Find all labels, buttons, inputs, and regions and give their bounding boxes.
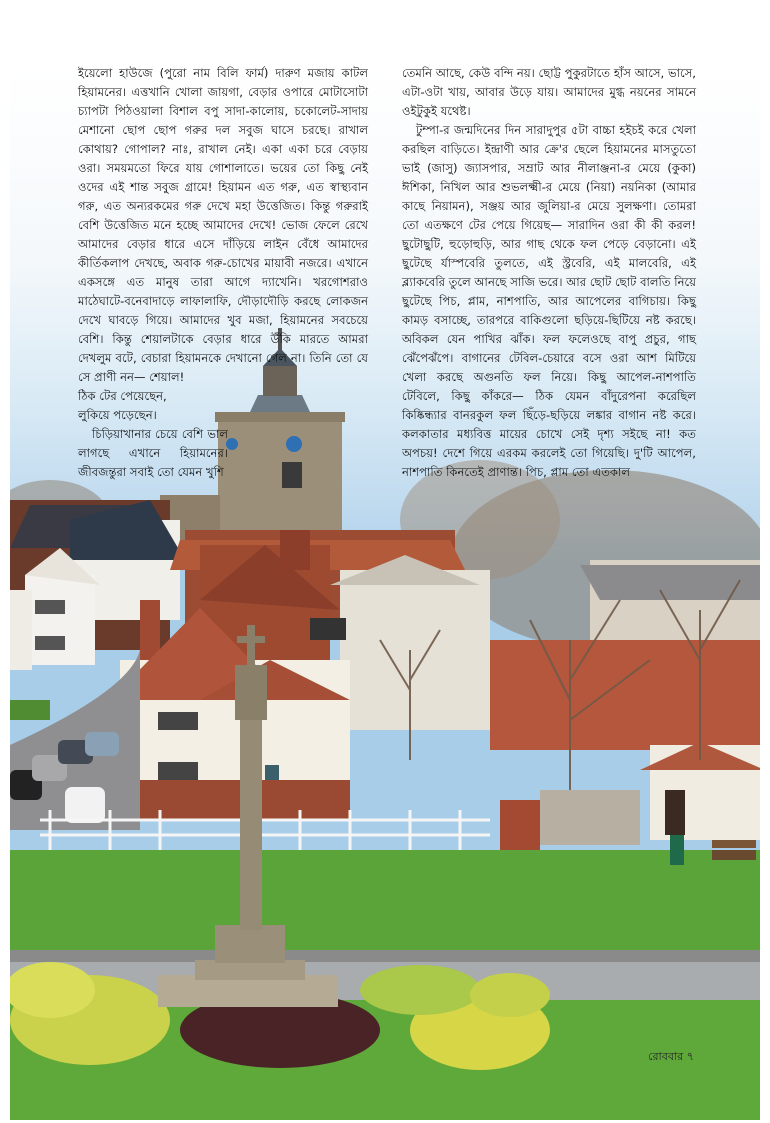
left-line-2: ঠিক টের পেয়েছেন,	[78, 389, 167, 403]
left-line-3: লুকিয়ে পড়েছেন।	[78, 408, 157, 422]
left-paragraph-1: ইয়েলো হাউজে (পুরো নাম বিলি ফার্ম) দারুণ মজায় কাটল হিয়ামনের। এত্তখানি খোলা জায়গা, বেড়ার ওপারে মোটাসোটা চ্যাপটা পিঠওয়ালা বিশাল বপু সাদা-কালোয়, চকোলেট-সাদায় মেশানো ছোপ ছোপ গরুর দল সবুজ ঘাসে চরছে। রাখাল কোথায়? গোপাল? নাঃ, রাখাল নেই। একা একা চরে বেড়ায় ওরা। সময়মতো ফিরে যায় গোশালাতে। ভয়ের তো কিছু নেই ওদের এই শান্ত সবুজ গ্রামে! হিয়ামন এত গরু, এত স্বাস্থ্যবান গরু, এত অন্যরকমের গরু দেখে মহা উত্তেজিত। কিন্তু গরুরাই বেশি উত্তেজিত মনে হচ্ছে আমাদের দেখে! ভোজ ফেলে রেখে আমাদের বেড়ার ধারে এসে দাঁড়িয়ে লাইন বেঁধে আমাদের কীর্তিকলাপ দেখছে, অবাক গরু-চোখের মায়াবী নজরে। এখানে একসঙ্গে এত মানুষ তারা আগে দ্যাখেনি। খরগোশরাও মাঠেঘাটে-বনেবাদাড়ে লাফালাফি, দৌড়াদৌড়ি করছে লোকজন দেখে ঘাবড়ে গিয়ে। আমাদের খুব মজা, হিয়ামনের সবচেয়ে বেশি। কিন্তু শেয়ালটাকে বেড়ার ধারে উঁকি মারতে আমরা দেখলুম বটে, বেচারা হিয়ামনকে দেখানো গেল না। তিনি তো যে সে প্রাণী নন— শেয়াল!	[78, 66, 368, 384]
left-paragraph-4: চিড়িয়াখানার চেয়ে বেশি ভাল লাগছে এখানে হিয়ামনের। জীবজন্তুরা সবাই তো যেমন খুশি	[78, 427, 228, 479]
page-number: রোববার ৭	[648, 1050, 694, 1063]
right-paragraph-1: তেমনি আছে, কেউ বন্দি নয়। ছোট্ট পুকুরটাতে হাঁস আসে, ভাসে, এটা-ওটা খায়, আবার উড়ে যায়। আমাদের মুগ্ধ নয়নের সামনে ওইটুকুই যথেষ্ট।	[402, 66, 696, 118]
article-right-column	[402, 64, 696, 482]
article-left-column	[78, 64, 368, 482]
right-paragraph-2: টুম্পা-র জন্মদিনের দিন সারাদুপুর ৫টা বাচ্চা হইচই করে খেলা করছিল বাড়িতে। ইন্দ্রাণী আর ক্রে'র ছেলে হিয়ামনের মাসতুতো ভাই (জাসু) জ্যাসপার, সম্রাট আর নীলাঞ্জনা-র মেয়ে (কুকা) ঈশিকা, নিখিল আর শুভলক্ষ্মী-র মেয়ে (নিয়া) নয়নিকা (আমার কাছে নিয়ামন), সঞ্জয় আর জুলিয়া-র মেয়ে সুলক্ষণা। তোমরা তো এতক্ষণে টের পেয়ে গিয়েছ— সারাদিন ওরা কী কী করল! ছুটোছুটি, হুড়োহুড়ি, আর গাছ থেকে ফল পেড়ে বেড়ানো। এই ছুটেছে র্যাস্পবেরি তুলতে, এই স্ট্রবেরি, এই মালবেরি, এই ব্ল্যাকবেরি তুলে আনছে সাজি ভরে। আর ছোট ছোট বালতি নিয়ে ছুটেছে পিচ, প্লাম, নাশপাতি, আর আপেলের বাগিচায়। কিছু কামড় বসাচ্ছে, তারপরে বাকিগুলো ছড়িয়ে-ছিটিয়ে নষ্ট করছে। অবিকল যেন পাখির ঝাঁক। ফল ফলেওছে বাপু প্রচুর, গাছ ঝেঁপেঝঁপে। বাগানের টেবিল-চেয়ারে বসে ওরা আশ মিটিয়ে খেলা করছে অগুনতি ফল নিয়ে। কিছু আপেল-নাশপাতি টেবিলে, কিছু কাঁকরে— ঠিক যেমন বাঁদুরেপনা করেছিল কিষ্কিন্ধ্যার বানরকুল ফল ছিঁড়ে-ছড়িয়ে লঙ্কার বাগান নষ্ট করে। কলকাতার মধ্যবিত্ত মায়ের চোখে সেই দৃশ্য সইছে না! কত অপচয়! দেশে গিয়ে এরকম করলেই তো গিয়েছি। দু'টি আপেল, নাশপাতি কিনতেই প্রাণান্ত। পিচ, প্লাম তো এতকাল	[402, 123, 696, 479]
